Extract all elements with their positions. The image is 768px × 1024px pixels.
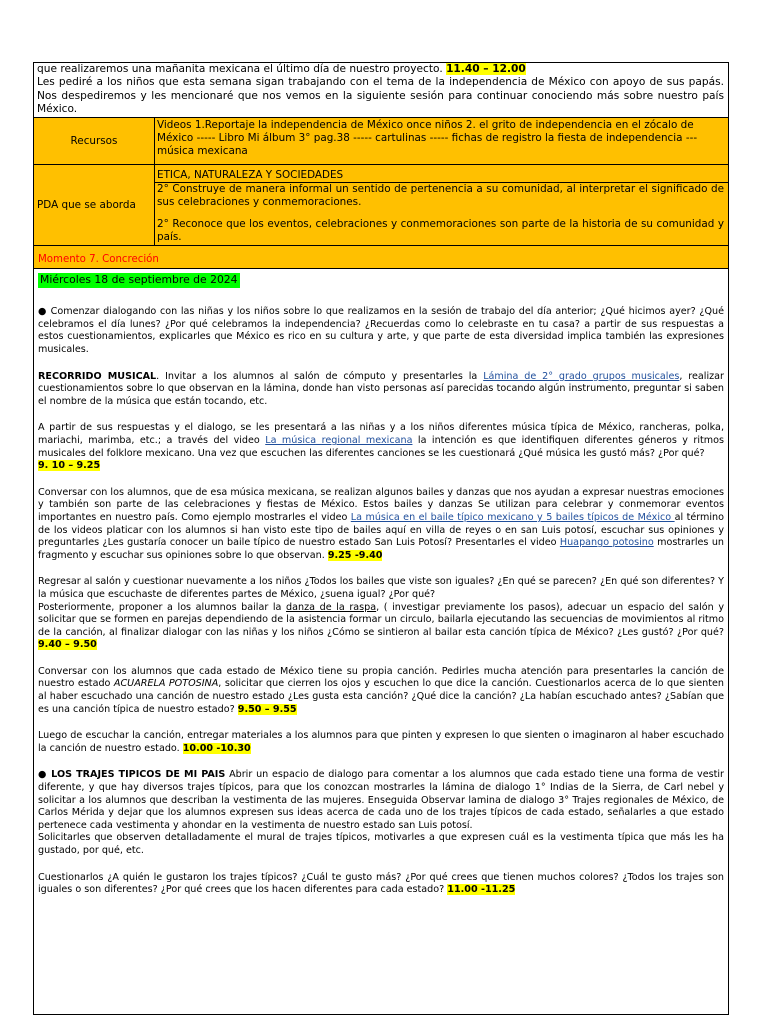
text: . Invitar a los alumnos al salón de cómputo y presentarles la xyxy=(156,370,484,382)
paragraph-6 xyxy=(38,666,724,716)
text: Cuestionarlos ¿A quién le gustaron los trajes típicos? ¿Cuál te gusto más? ¿Por qué crees que tienen muchos colores? ¿Todos los trajes son iguales o son diferentes? ¿Por qué crees que los hacen diferentes para cada estado? xyxy=(38,871,724,896)
paragraph-1: ● Comenzar dialogando con las niñas y los niños sobre lo que realizamos en la sesión de trabajo del día anterior; ¿Qué hicimos ayer? ¿Qué celebramos el día lunes? ¿Por qué celebramos la independencia? ¿Recuerdas como lo celebraste en tu casa? a partir de sus respuestas a estos cuestionamientos, explicarles que México es rico en su cultura y arte, y que parte de esta diversidad implica también las expresiones musicales. xyxy=(38,306,724,355)
text: Conversar con los alumnos que cada estado de México tiene su propia canción. Pedirles mucha atención para presentarles la canción de nuestro estado xyxy=(38,665,724,690)
paragraph-8 xyxy=(38,769,724,857)
momento-heading: Momento 7. Concreción xyxy=(34,246,728,269)
recursos-row xyxy=(34,118,728,165)
link-lamina[interactable]: Lámina de 2° grado grupos musicales xyxy=(483,370,680,382)
time-highlight: 9.50 – 9.55 xyxy=(237,703,297,715)
time-highlight: 10.00 -10.30 xyxy=(182,742,251,754)
section-title: ● LOS TRAJES TIPICOS DE MI PAIS xyxy=(38,769,226,781)
text: Abrir un espacio de dialogo para comentar a los alumnos que cada estado tiene una forma de vestir diferente, y que hay diversos trajes típicos, para que los conozcan mostrarles la lámina de dialogo 1° Indias de la Sierra, de Carl nebel y solicitar a los alumnos que describan la vestimenta de las mujeres. Enseguida Observar lamina de dialogo 3° Trajes regionales de México, de Carlos Mérida y dejar que los alumnos expresen sus ideas acerca de cada uno de los trajes típicos de cada estado, señalarles a que estado pertenece cada vestimenta y ahondar en la vestimenta de nuestro estado san Luis potosí. xyxy=(38,769,724,831)
link-musica-regional[interactable]: La música regional mexicana xyxy=(265,434,413,446)
pda-content xyxy=(155,165,728,245)
time-highlight: 9.40 – 9.50 xyxy=(38,639,97,651)
pda-label: PDA que se aborda xyxy=(34,165,155,245)
text: Regresar al salón y cuestionar nuevamente a los niños ¿Todos los bailes que viste son iguales? ¿En qué se parecen? ¿En qué son diferentes? Y la música que escuchaste de diferentes partes de México, ¿suena igual? ¿Por qué? xyxy=(38,576,724,600)
pda-item-1: 2° Construye de manera informal un sentido de pertenencia a su comunidad, al interpretar el significado de sus celebraciones y conmemoraciones. xyxy=(157,182,724,208)
text: Conversar con los alumnos, que de esa música mexicana, se realizan algunos bailes y danzas que nos ayudan a expresar nuestras emociones y también son parte de las celebraciones y fiestas de México. Estos bailes y danzas Se utilizan para celebrar y conmemorar eventos importantes en nuestro país. Como ejemplo mostrarles el video xyxy=(38,486,724,523)
paragraph-2 xyxy=(38,371,724,409)
pda-section: ETICA, NATURALEZA Y SOCIEDADES xyxy=(155,165,728,183)
activity-body xyxy=(34,273,728,897)
link-bailes-tipicos[interactable]: La música en el baile típico mexicano y 5 bailes típicos de México xyxy=(350,511,675,523)
paragraph-3 xyxy=(38,422,724,472)
paragraph-9 xyxy=(38,872,724,897)
link-huapango[interactable]: Huapango potosino xyxy=(559,537,654,549)
time-highlight: 11.40 – 12.00 xyxy=(446,63,526,75)
text: Posteriormente, proponer a los alumnos bailar la xyxy=(38,601,287,613)
intro-block xyxy=(34,63,728,118)
session-date: Miércoles 18 de septiembre de 2024 xyxy=(38,273,240,289)
intro-text: que realizaremos una mañanita mexicana el último día de nuestro proyecto. xyxy=(37,63,447,75)
time-highlight: 11.00 -11.25 xyxy=(447,884,516,896)
text: A partir de sus respuestas y el dialogo, se les presentará a las niñas y a los niños diferentes música típica de México, rancheras, polka, mariachi, marimba, etc.; a través del video xyxy=(38,422,724,446)
text: Luego de escuchar la canción, entregar materiales a los alumnos para que pinten y expresen lo que sienten o imaginaron al haber escuchado la canción de nuestro estado. xyxy=(38,730,724,754)
intro-line-2: Les pediré a los niños que esta semana sigan trabajando con el tema de la independencia de México con apoyo de sus papás. Nos despediremos y les mencionaré que nos vemos en la siguiente sesión para continuar conociendo más sobre nuestro país México. xyxy=(37,76,724,116)
text: la intención es que identifiquen diferentes géneros y ritmos musicales del folklore mexicano. Una vez que escuchen las diferentes canciones se les cuestionará ¿Qué música les gustó más? ¿Por qué? xyxy=(38,434,724,459)
paragraph-5 xyxy=(38,576,724,652)
time-highlight: 9. 10 – 9.25 xyxy=(38,460,101,472)
text: mostrarles un fragmento y escuchar sus opiniones sobre lo que observan. xyxy=(38,537,725,561)
text: Solicitarles que observen detalladamente el mural de trajes típicos, motivarles a que expresen cuál es la vestimenta típica que más les ha gustado, por qué, etc. xyxy=(38,832,724,856)
paragraph-7 xyxy=(38,730,724,755)
text: al término de los videos platicar con los alumnos si han visto este tipo de bailes aquí en villa de reyes o en san Luis potosí, escuchar sus opiniones y preguntarles ¿Les gustaría conocer un baile típico de nuestro estado San Luis Potosí? Presentarles el video xyxy=(38,511,724,549)
time-highlight: 9.25 -9.40 xyxy=(327,549,383,561)
pda-items xyxy=(155,183,728,245)
intro-line-1 xyxy=(37,63,724,76)
paragraph-4 xyxy=(38,487,724,563)
text: , realizar cuestionamientos sobre lo que observan en la lámina, donde han visto personas así parecidas tocando algún instrumento, preguntar si saben el nombre de la música que están tocando, etc. xyxy=(38,370,724,407)
danza-raspa: danza de la raspa xyxy=(286,601,377,613)
pda-row xyxy=(34,165,728,246)
song-title: ACUARELA POTOSINA xyxy=(113,678,219,690)
text: , ( investigar previamente los pasos), adecuar un espacio del salón y solicitar que se formen en parejas dependiendo de la asistencia formar un circulo, bailarla ejecutando las secuencias de movimientos al ritmo de la canción, al finalizar dialogar con las niñas y los niños ¿Cómo se sintieron al bailar esta canción típica de México? ¿Les gustó? ¿Por qué? xyxy=(38,601,724,638)
recursos-text: Videos 1.Reportaje la independencia de México once niños 2. el grito de independencia en el zócalo de México ----- Libro Mi álbum 3° pag.38 ----- cartulinas ----- fichas de registro la fiesta de independencia --- música mexicana xyxy=(157,118,698,157)
recursos-label: Recursos xyxy=(34,118,155,164)
pda-item-2: 2° Reconoce que los eventos, celebraciones y conmemoraciones son parte de la historia de su comunidad y país. xyxy=(157,217,724,243)
lesson-plan-document xyxy=(33,62,729,1015)
section-title: RECORRIDO MUSICAL xyxy=(38,370,157,382)
text: , solicitar que cierren los ojos y escuchen lo que dice la canción. Cuestionarlos acerca de lo que sienten al haber escuchado una canción de nuestro estado ¿Les gusta esta canción? ¿Qué dice la canción? ¿La habían escuchado antes? ¿Sabían que es una canción típica de nuestro estado? xyxy=(38,678,724,715)
